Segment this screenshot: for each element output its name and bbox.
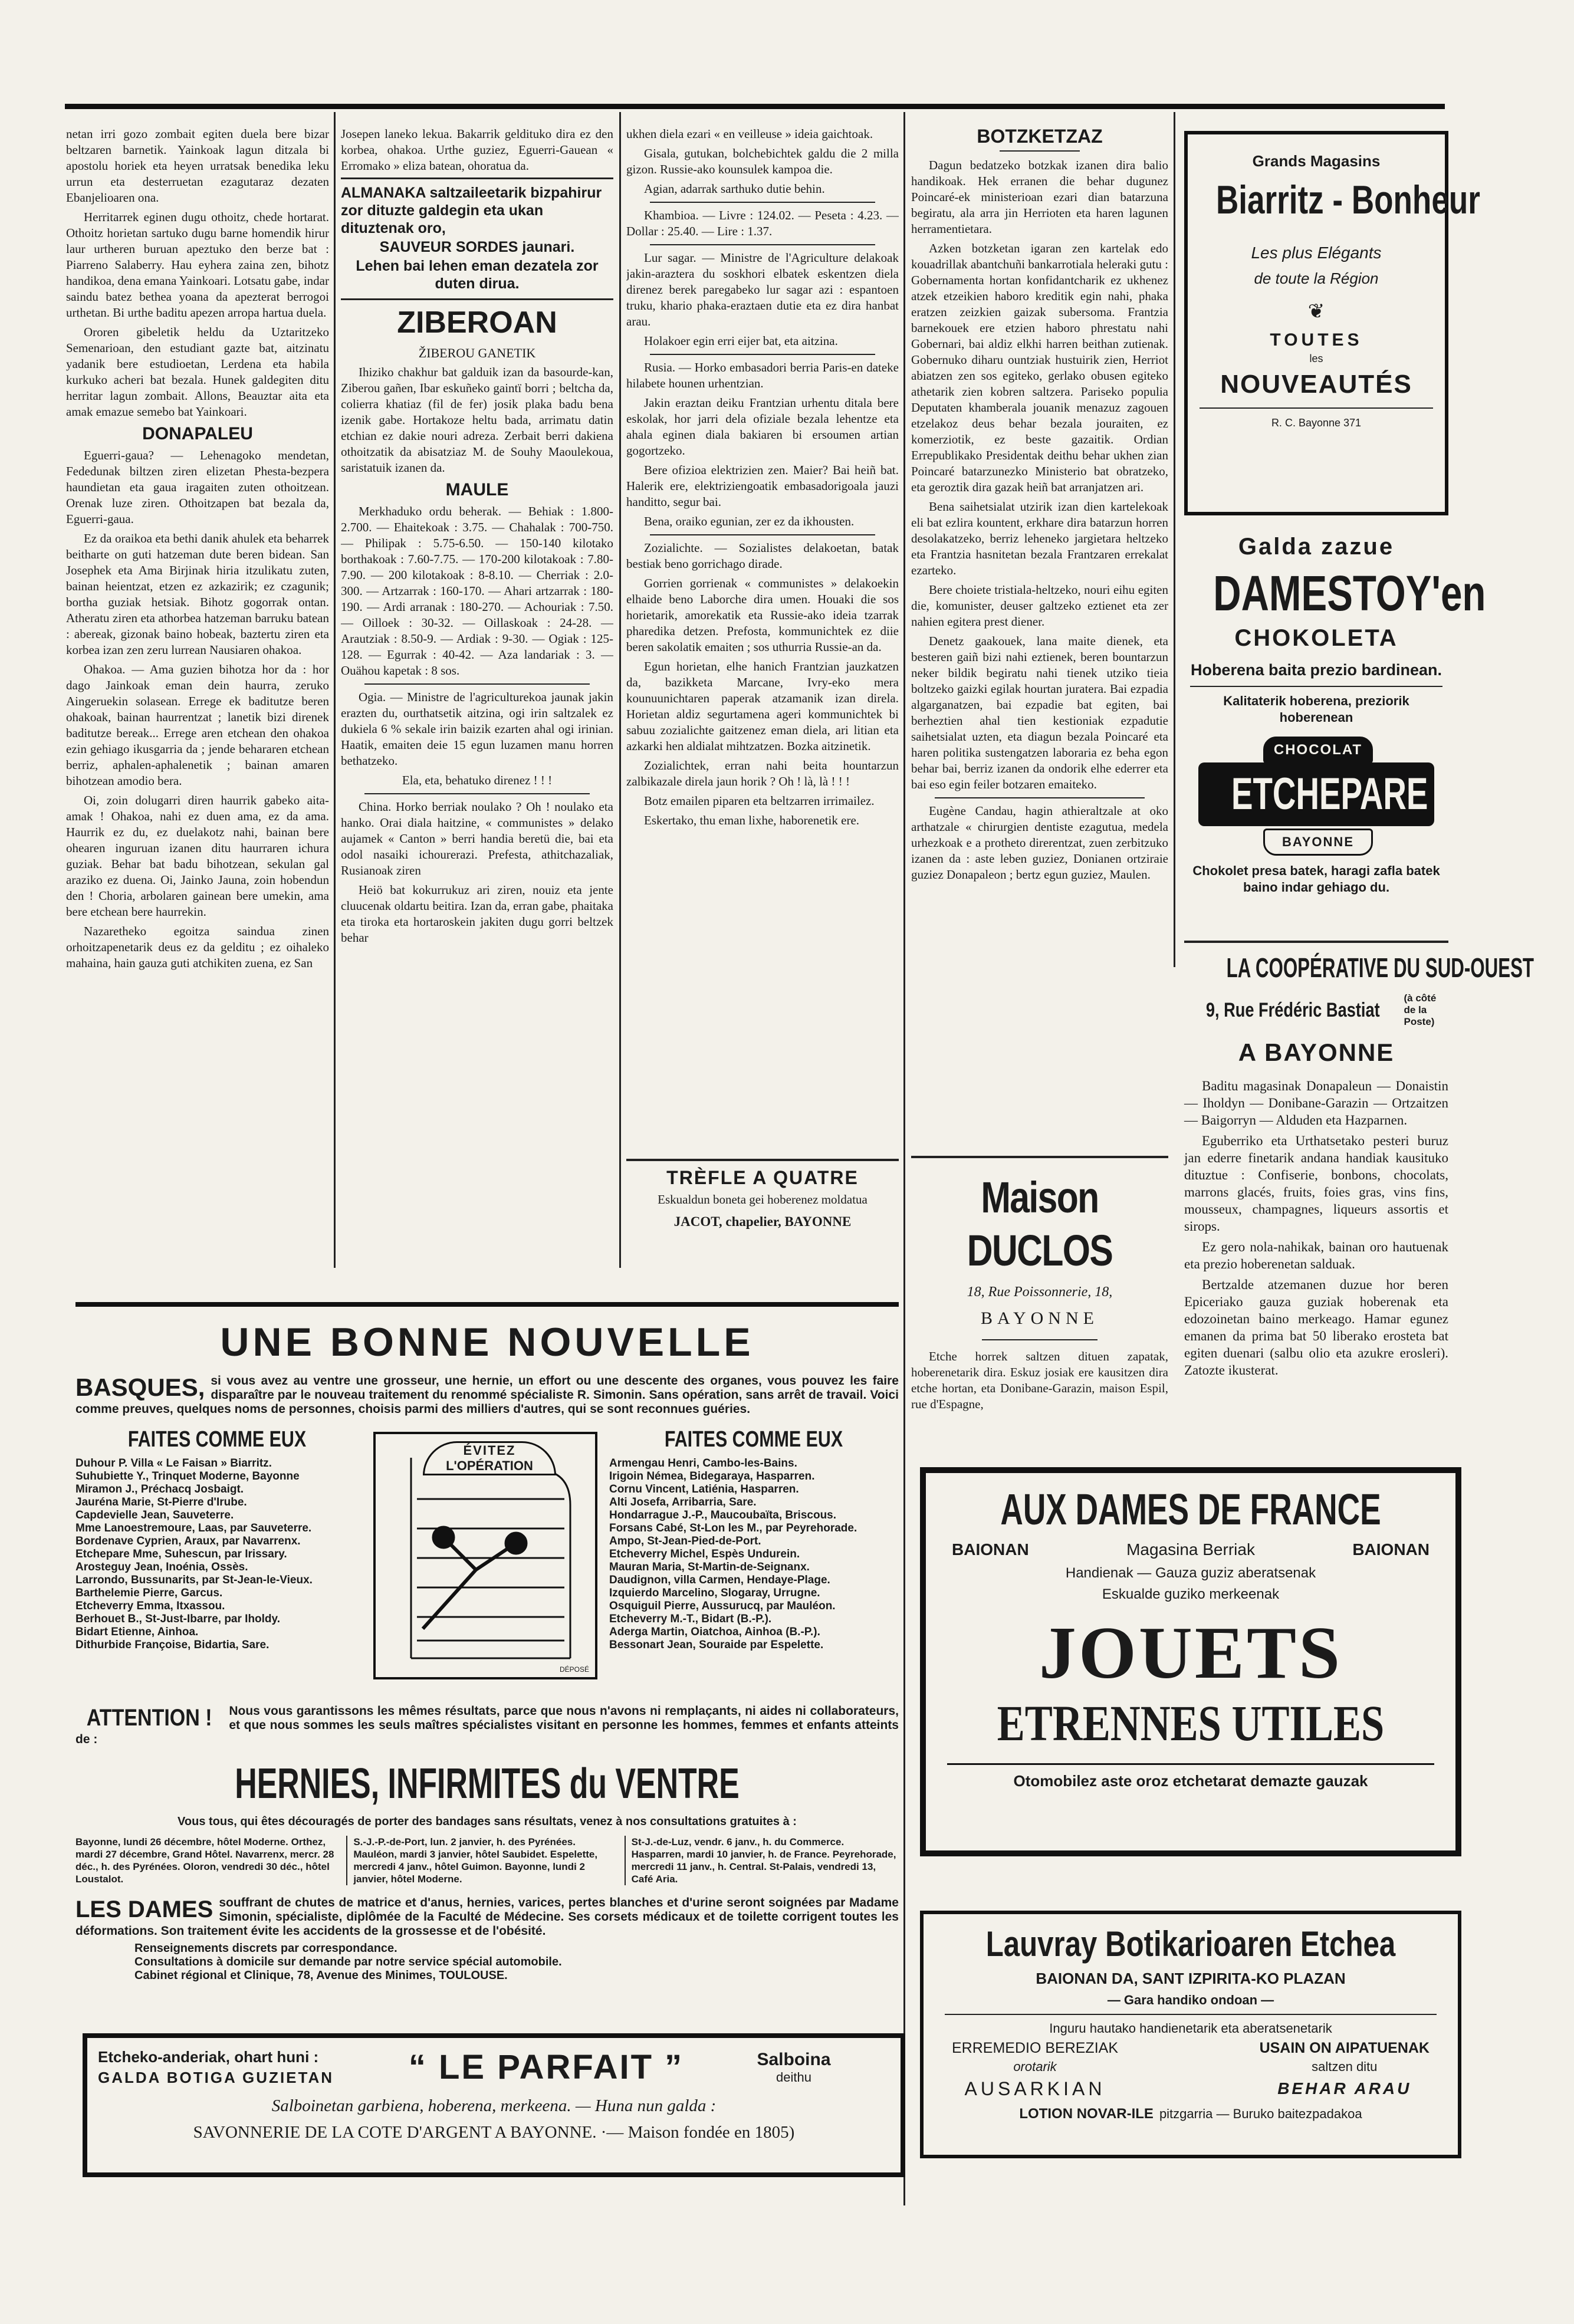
ad-text: — Gara handiko ondoan —: [1107, 1993, 1274, 2007]
divider: [1200, 407, 1433, 409]
divider: [947, 1763, 1434, 1765]
article-text: Bena, oraiko egunian, zer ez da ikhousten.: [644, 514, 855, 528]
ad-text: deithu: [776, 2069, 811, 2085]
article-text: Dagun bedatzeko botzkak izanen dira balio handikoak. Hek erranen die behar dugunez Poincaré-ek ministerioan ezari dian batarzuna begiratu, ala arra jin Herrioten eta haren lagunen herramentietara.: [911, 158, 1168, 236]
article-text: Bere ofizioa elektrizien zen. Maier? Bai heiñ bat. Halerik ere, elektriziengoatik embasadorigoala jauzi handitto, segur bai.: [626, 463, 899, 509]
ad-text: Hoberena baita prezio bardinean.: [1190, 661, 1442, 679]
divider: [364, 683, 590, 685]
column-1: [66, 126, 329, 1264]
ad-text: SAVONNERIE DE LA COTE D'ARGENT A BAYONNE. ·— Maison fondée en 1805): [193, 2123, 795, 2142]
almanaka-note: Lehen bai lehen eman dezatela zor duten dirua.: [356, 258, 599, 292]
divider: [341, 298, 613, 300]
brand-top: CHOCOLAT: [1273, 742, 1363, 758]
ad-text: LOTION NOVAR-ILE: [1019, 2106, 1154, 2122]
ad-text: Ez gero nola-nahikak, bainan oro hautuenak eta prezio hoberenetan salduak.: [1184, 1240, 1448, 1271]
ad-title: HERNIES, INFIRMITES du VENTRE: [235, 1760, 740, 1807]
ad-text: Baditu magasinak Donapaleun — Donaistin — Iholdyn — Donibane-Garazin — Ortzaitzen — Baigorryn — Alduden eta Hazparnen.: [1184, 1079, 1448, 1128]
list-item: Etcheverry Emma, Itxassou.: [75, 1600, 225, 1612]
ad-text: ÉVITEZ: [463, 1443, 516, 1458]
article-text: Ela, eta, behatuko direnez ! ! !: [402, 773, 553, 787]
ad-subtitle: FAITES COMME EUX: [127, 1427, 307, 1452]
divider: [650, 534, 875, 535]
divider: [1190, 686, 1442, 687]
article-text: Eugène Candau, hagin athieraltzale at oko arthatzale « chirurgien dentiste ezagutua, medela urhezkoak e a protheto direrentzat, zuen zerbitzuko izanen da : aste leben guziez, Donianen ortziraie guziez Donapaleon ; bertz egun guziez, Maulen.: [911, 804, 1168, 882]
ad-text: GALDA BOTIGA GUZIETAN: [98, 2068, 334, 2086]
article-text: Ogia. — Ministre de l'agriculturekoa jaunak jakin erazten du, ourthatsetik aitzina, ogi irin saltzalek ez dukiela 6 % sekale irin baizik ezarten ahal ogi irinian. Haatik, emaiten deie 15 egun luzamen manu horren bethatzeko.: [341, 690, 613, 768]
ad-text: BEHAR ARAU: [1277, 2079, 1412, 2098]
article-text: Ez da oraikoa eta bethi danik ahulek eta beharrek beitharte on guti hatzeman dute beren bidean. San Josephek eta Ama Birjinak hiria itzulikatu zuten, bainan heientzat, etzen ez azkazirik; ez czagunik; bortha guziak hetsiak. Bihotz gogorrak ontan. Atheratu ziren eta athorbea hatzeman barruku batean : abereak, gizonak baino hobeak, baztertu ziren eta korbea izan zen zeru lurrean Nausiaren ohakoa.: [66, 531, 329, 657]
article-text: China. Horko berriak noulako ? Oh ! noulako eta hanko. Orai diala haitzine, « communistes » delako aujamek « Canton » berri handia beretü die, bai eta odol nasaiki ichourerazi. Prefesta, athitchazaliak, Rusianoak ziren: [341, 800, 613, 877]
list-item: Forsans Cabé, St-Lon les M., par Peyrehorade.: [609, 1522, 857, 1534]
ad-text: AUSARKIAN: [964, 2078, 1106, 2099]
article-text: Lur sagar. — Ministre de l'Agriculture delakoak jakin-araztera du soskhori elbatek eskentzen diela direnez berek paregabeko lur sagar azi : espantoen truku, khario phaka-eraztaen dutie eta ez dira hanbat arau.: [626, 251, 899, 328]
article-text: ukhen diela ezari « en veilleuse » ideia gaichtoak.: [626, 127, 873, 141]
ad-text: DÉPOSÉ: [559, 1665, 589, 1674]
article-text: Azken botzketan igaran zen kartelak edo kouadrillak abantchuñi bankarrotiala heleraki gutu : Gobernamenta hortan konfidantcharik ez ukhenez atzek etzeikien haboro kreditik egin nahi, phaka eratzen zeizkien gaizak subersoma. Frantzia barnekouek ere etzien haboro phrestatu nahi Gobernari, bai aldiz elkhi harren beithan zutienak. Gobernuko diharu ountziak hustuirik zien, Herriot abiatzen zen sos egiteko, gerlako obusen egiteko athetarik zien kobren saltzera. Pariseko populia Deputaten khamberala jouanik menazuz zagouen etzelakoz deus behar bezala jouraiten, ez komerziotik, ez beste gazaitik. Ordian Errepublikako Presidentak deithu behar ukhen zian Poincaré batarzunezko Ministerio bat obratzeko, eta geroztik dira gazak heiñ bat arranjatzen ari.: [911, 241, 1168, 494]
article-text: Ororen gibeletik heldu da Uztaritzeko Semenarioan, den estudiant gazte bat, aitzinatu yadanik bere estudioetan, Lerdena eta habila kurkuko acheri bat bezala. Hunek galdegiten ditu herritar lagun zombait. Allons, Beauztar aita eta amak emazue semebo bat Yainkoari.: [66, 325, 329, 419]
ad-text: Renseignements discrets par correspondance.: [134, 1942, 397, 1955]
article-text: Gorrien gorrienak « communistes » delakoekin elhaide beno Laborche dira umen. Houaki die sos horietarik, amorekatik eta Russie-ako ideia tzarrak pharedika detzen. Prefosta, kommunichtek ez diie beren sakolatik emaiten ; sos uthurria Russie-an da.: [626, 576, 899, 654]
ad-text: Etche horrek saltzen dituen zapatak, hoberenetarik dira. Eskuz josiak ere kausitzen dira etche hortan, eta Donibane-Garazin, maison Espil, rue d'Espagne,: [911, 1349, 1168, 1411]
list-item: Jauréna Marie, St-Pierre d'Irube.: [75, 1496, 247, 1508]
column-4: [911, 126, 1168, 1164]
ad-lead-word: LES DAMES: [75, 1896, 213, 1922]
list-item: Alti Josefa, Arribarria, Sare.: [609, 1496, 757, 1508]
ad-text: Inguru hautako handienetarik eta aberatsenetarik: [1049, 2021, 1332, 2036]
damestoy-ad: [1184, 534, 1486, 923]
ad-text: CHOKOLETA: [1234, 625, 1398, 651]
article-text: Denetz gaakouek, lana maite dienek, eta besteren gaiñ bizi nahi eztienek, beren bountarzun neker bildik begiratu nahi tienek utziko tieia boltzeko gaizki egilak hourtan juratera. Bai ezpadia algarganatzen, bai ezpadie bat egiten, bai berheztien ahal tien kestioniak ezpadutie saihetsialat uzten, eta diagun bezala Poincaré eta haren politika sustengatzen laboraria ez beha egon behar bai, berriz izanen da ondorik elhe ederrer eta bai eso egin feiler botzaren emaiteko.: [911, 634, 1168, 791]
cooperative-ad: [1184, 941, 1534, 1474]
ad-lead-word: ATTENTION !: [86, 1705, 212, 1731]
subheading: ŽIBEROU GANETIK: [418, 346, 536, 360]
ad-text: si vous avez au ventre une grosseur, une hernie, un effort ou une descente des organes, vous pouvez les faire disparaître par le nouveau traitement du renommé spécialiste R. Simonin. Sans opération, sans arrêt de travail. Voici comme preuves, quelques noms de personnes, choisis parmi des milliers d'autres, qui se sont reconnues guéries.: [75, 1374, 899, 1416]
fleur-icon: ❦: [1307, 301, 1325, 323]
ad-text: Galda zazue: [1238, 534, 1395, 560]
consultation-list: St-J.-de-Luz, vendr. 6 janv., h. du Commerce. Hasparren, mardi 10 janvier, h. de France. Peyrehorade, mercredi 11 janv., h. Central. St-Palais, vendredi 13, Café Aria.: [631, 1836, 896, 1885]
column-divider: [903, 112, 905, 2205]
ad-subtitle: FAITES COMME EUX: [664, 1427, 843, 1452]
section-rule: [75, 1302, 899, 1307]
list-item: Aderga Martin, Oiatchoa, Ainhoa (B.-P.).: [609, 1626, 820, 1638]
ad-text: (à côté de la Poste): [1404, 992, 1437, 1027]
ad-title: Maison DUCLOS: [967, 1173, 1113, 1275]
evitez-illustration: [373, 1432, 597, 1679]
ad-title: Lauvray Botikarioaren Etchea: [985, 1924, 1396, 1964]
ad-text: Vous tous, qui êtes découragés de porter des bandages sans résultats, venez à nos consultations gratuites à :: [178, 1815, 797, 1828]
dames-de-france-ad: [920, 1467, 1461, 1856]
ad-text: pitzgarria — Buruko baitezpadakoa: [1159, 2106, 1362, 2121]
list-item: Larrondo, Bussunarits, par St-Jean-le-Vieux.: [75, 1574, 313, 1586]
brand-name: ETCHEPARE: [1231, 769, 1428, 819]
article-text: Zozialichte. — Sozialistes delakoetan, batak bestiak beno gorrichago dirade.: [626, 541, 899, 571]
divider: [935, 797, 1145, 798]
article-text: Bena saihetsialat utzirik izan dien kartelekoak eli bat ezlira kountent, erkhare dira batarzun horren desolakatzeko, berriz leheneko jargietara heltzeko eta Frantzia hasnitetan bezala Frantzaren errekalat ezarteko.: [911, 499, 1168, 577]
ad-title: NOUVEAUTÉS: [1220, 370, 1412, 399]
article-text: Heiö bat kokurrukuz ari ziren, nouiz eta jente cluucenak oldartu beitira. Izan da, erran gabe, phaitaka eta tiroka eta hortaroskein jakiten dugu gorri beltzek behar: [341, 883, 613, 945]
ad-text: USAIN ON AIPATUENAK: [1259, 2040, 1430, 2056]
ad-text: Eskualdun boneta gei hoberenez moldatua: [658, 1192, 867, 1207]
ad-text: TOUTES: [1270, 330, 1363, 350]
list-item: Berhouet B., St-Just-Ibarre, par Iholdy.: [75, 1613, 280, 1625]
divider: [1000, 150, 1080, 152]
ad-text: BAYONNE: [981, 1309, 1099, 1328]
column-2: [341, 126, 613, 1264]
column-3: [626, 126, 899, 1264]
section-heading: MAULE: [445, 480, 509, 499]
consultation-list: S.-J.-P.-de-Port, lun. 2 janvier, h. des Pyrénées. Mauléon, mardi 3 janvier, hôtel Saubidet. Espelette, mercredi 4 janv., hôtel Guimon. Bayonne, lundi 2 janvier, hôtel Moderne.: [353, 1836, 625, 1885]
lauvray-ad: [920, 1911, 1461, 2158]
list-item: Cornu Vincent, Latiénia, Hasparren.: [609, 1483, 799, 1495]
article-text: Josepen laneko lekua. Bakarrik geldituko dira ez den korbea, ohakoa. Urthe guziez, Eguerri-Gauean « Erromako » eliza batean, ohoratua da.: [341, 127, 613, 173]
ad-text: Handienak — Gauza guziz aberatsenak: [1065, 1565, 1316, 1581]
ad-title: “ LE PARFAIT ”: [408, 2048, 684, 2086]
ad-text: JACOT, chapelier, BAYONNE: [673, 1214, 852, 1229]
list-item: Hondarrague J.-P., Maucoubaïta, Briscous.: [609, 1509, 837, 1521]
brand-bottom: BAYONNE: [1282, 834, 1354, 849]
ad-text: Salboinetan garbiena, hoberena, merkeena. — Huna nun galda :: [271, 2096, 717, 2115]
article-text: Egun horietan, elhe hanich Frantzian jauzkatzen da, bazikketa Marcane, Ivry-eko mera kounuunichtaren paperak atzamanik izan direla. Horietan aldiz segurtamena ageri kommunichtek bi sabuu zozialichte gaitzenez eman diela, ari litian eta azkarki hen aldialat mihtzatzen. Bozka aitzinetik.: [626, 659, 899, 753]
list-item: Osquiguil Pierre, Aussurucq, par Mauléon.: [609, 1600, 836, 1612]
section-heading: BOTZKETZAZ: [977, 126, 1103, 147]
column-divider: [334, 112, 336, 1268]
divider: [945, 2014, 1437, 2015]
duclos-ad: [911, 1156, 1168, 1477]
list-item: Capdevielle Jean, Sauveterre.: [75, 1509, 234, 1521]
list-item: Armengau Henri, Cambo-les-Bains.: [609, 1457, 797, 1470]
article-text: Rusia. — Horko embasadori berria Paris-en dateke hilabete hounen urhentzian.: [626, 360, 899, 390]
ad-text: Bertzalde atzemanen duzue hor beren Epiceriako gauza guziak hoberenak eta edozoinetan baino merkeago. Hamar egunez emanen da prima bat 50 liberako erosteta bat egiten duenari (salbu olio eta azukre erosleri). Zatozte ikusterat.: [1184, 1277, 1448, 1378]
ad-text: Magasina Berriak: [1126, 1540, 1255, 1559]
ad-text: Eskualde guziko merkeenak: [1102, 1586, 1280, 1602]
ad-text: 9, Rue Frédéric Bastiat: [1205, 998, 1380, 1021]
article-text: Ohakoa. — Ama guzien bihotza hor da : hor dago Jainkoak eman dein haurra, zeruko Aingeruekin solasean. Errege ek baditutze beren ohakoak, bainan haurrentzat ; lanetik bizi direnek baditutze bereak... Errege aren etchean den ohakoa ezin gehiago ikusgarria da ; jende behararen etchean berriz, aphalen-aphalenetik ; bainan amaren bihotzean amodio bera.: [66, 662, 329, 788]
list-item: Arosteguy Jean, Inoénia, Ossès.: [75, 1561, 248, 1573]
article-text: netan irri gozo zombait egiten duela bere bizar beltzaren barnetik. Yainkoak lagun ditzala bi apostolu horiek eta heyen urratsak benedika leku urrun eta desterruetan ezagutaraz dezaten Ebanjelioaren ona.: [66, 127, 329, 205]
ad-title: ETRENNES UTILES: [997, 1695, 1385, 1751]
list-item: Suhubiette Y., Trinquet Moderne, Bayonne: [75, 1470, 300, 1483]
top-rule: [65, 104, 1445, 109]
list-item: Ampo, St-Jean-Pied-de-Port.: [609, 1535, 761, 1547]
section-heading: DONAPALEU: [142, 424, 253, 443]
list-item: Bessonart Jean, Souraide par Espelette.: [609, 1639, 824, 1651]
trefle-ad: [626, 1159, 899, 1267]
testimonial-list-left: [75, 1457, 359, 1652]
article-text: Gisala, gutukan, bolchebichtek galdu die 2 milla gizon. Russie-ako kounsulek kampoa die.: [626, 146, 899, 176]
ad-text: Kalitaterik hoberena, preziorik hoberenean: [1223, 693, 1409, 725]
article-text: Merkhaduko ordu beherak. — Behiak : 1.800-2.700. — Ehaitekoak : 3.75. — Chahalak : 700-750. — Philipak : 5.75-6.50. — 150-140 kilotako borthakoak : 7.60-7.75. — 170-200 kilotakoak : 7.80-7.90. — 200 kilotakoak : 8-8.10. — Cherriak : 2.0-300. — Artzarrak : 160-170. — Ahari artzarrak : 180-190. — Ardi arranak : 180-270. — Achouriak : 7.50. — Oilloek : 30-32. — Oillaskoak : 24-28. — Arautziak : 8.50-9. — Ardiak : 9-30. — Ogiak : 125-128. — Egurrak : 40-42. — Aza landariak : 3. — Ouähou kapetak : 8 sos.: [341, 504, 613, 678]
le-parfait-ad: [83, 2033, 905, 2177]
list-item: Etchepare Mme, Suhescun, par Irissary.: [75, 1548, 287, 1560]
list-item: Irigoin Némea, Bidegaraya, Hasparren.: [609, 1470, 815, 1483]
article-text: Bere choiete tristiala-heltzeko, nouri eihu egiten die, komunister, deuser galtzeko eztienet eta zer nahien egitera prest diener.: [911, 583, 1168, 629]
testimonial-list-right: [609, 1457, 898, 1652]
list-item: Bordenave Cyprien, Araux, par Navarrenx.: [75, 1535, 301, 1547]
article-text: Nazaretheko egoitza saindua zinen orhoitzapenetarik deus ez da gelditu ; ez oihaleko mahaina, hain gauza guti atchikiten zuena, ez San: [66, 924, 329, 970]
ad-text: les: [1309, 353, 1323, 364]
ad-text: orotarik: [1013, 2059, 1057, 2074]
divider: [650, 202, 875, 203]
divider: [364, 793, 590, 794]
ad-text: BAIONAN: [952, 1540, 1029, 1559]
ad-text: Nous vous garantissons les mêmes résultats, parce que nous n'avons ni remplaçants, ni aides ni collaborateurs, et que nous sommes les seuls maîtres spécialistes visitant en personne les hommes, femmes et enfants atteints de :: [75, 1704, 899, 1746]
ad-text: Les plus Elégants: [1251, 244, 1382, 262]
list-item: Etcheverry M.-T., Bidart (B.-P.).: [609, 1613, 772, 1625]
article-text: Holakoer egin erri eijer bat, eta aitzina.: [644, 334, 838, 348]
ad-text: 18, Rue Poissonnerie, 18,: [967, 1284, 1113, 1300]
ad-text: BAIONAN DA, SANT IZPIRITA-KO PLAZAN: [1036, 1970, 1346, 1987]
list-item: Etcheverry Michel, Espès Undurein.: [609, 1548, 800, 1560]
ad-text: Grands Magasins: [1252, 152, 1381, 170]
ad-text: Otomobilez aste oroz etchetarat demazte gauzak: [1013, 1772, 1368, 1790]
article-text: Ihiziko chakhur bat galduik izan da basourde-kan, Ziberou gañen, Ibar eskuñeko gaintï borri ; beltcha da, colierra khatiaz (fil de fer) josik plaka badu bena izenik gabe. Hortakoze heltu bada, arrimatu datin etchian ez dakie nouri adreza. Zerbait berri dakiena othoitzatik da abisatziaz M. de Souhy Maoulekoua, saristatuik izanen da.: [341, 365, 613, 475]
ad-text: R. C. Bayonne 371: [1271, 417, 1362, 429]
ad-text: Consultations à domicile sur demande par notre service spécial automobile.: [134, 1955, 562, 1968]
article-text: Oi, zoin dolugarri diren haurrik gabeko aita-amak ! Ohakoa, nahi ez duen ama, ez da ama. Haurrik ez du, ez duelakotz nahi, bainan bere ohearen inguruan izanen ditu haurraren ichura guziak. Behar bat badu bihotzean, sekulan gal araziko ez duena. Oi, Jainko Jauna, zoin hobendun den ! Choria, arbolaren gainean bere umekin, ama bere etchean bere haurrekin.: [66, 793, 329, 919]
ad-text: L'OPÉRATION: [446, 1458, 533, 1473]
divider: [341, 177, 613, 179]
ad-lead-word: BASQUES,: [75, 1373, 205, 1401]
list-item: Duhour P. Villa « Le Faisan » Biarritz.: [75, 1457, 272, 1470]
list-item: Mauran Maria, St-Martin-de-Seignanx.: [609, 1561, 810, 1573]
ad-text: Eguberriko eta Urthatsetako pesteri buruz jan ederre finetarik andana handiak kausituko dituztue : Confiserie, bonbons, chocolats, marrons glacés, fruits, foies gras, vins fins, mousseux, champagnes, liqueurs assortis et sirops.: [1184, 1133, 1448, 1234]
divider: [650, 354, 875, 355]
ad-text: Etcheko-anderiak, ohart huni :: [98, 2047, 319, 2066]
ad-text: saltzen ditu: [1312, 2059, 1378, 2074]
article-text: Zozialichtek, erran nahi beita hountarzun zalbikazale direla jaun horik ? Oh ! là, là ! ! !: [626, 758, 899, 788]
consultation-list: Bayonne, lundi 26 décembre, hôtel Moderne. Orthez, mardi 27 décembre, Grand Hôtel. Navarrenx, mercr. 28 déc., h. des Pyrénées. Oloron, vendredi 30 déc., hôtel Loustalot.: [75, 1836, 347, 1885]
article-text: Eskertako, thu eman lixhe, haborenetik ere.: [644, 813, 860, 827]
list-item: Miramon J., Préchacq Josbaigt.: [75, 1483, 244, 1495]
article-text: Botz emailen piparen eta beltzarren irrimailez.: [644, 794, 875, 808]
ad-title: AUX DAMES DE FRANCE: [1000, 1485, 1381, 1534]
ad-text: Cabinet régional et Clinique, 78, Avenue des Minimes, TOULOUSE.: [134, 1969, 508, 1982]
ad-text: Salboina: [757, 2049, 831, 2069]
list-item: Mme Lanoestremoure, Laas, par Sauveterre.: [75, 1522, 312, 1534]
etchepare-logo: [1198, 737, 1434, 854]
article-text: Khambioa. — Livre : 124.02. — Peseta : 4.23. — Dollar : 25.40. — Lire : 1.37.: [626, 208, 899, 238]
ad-text: ERREMEDIO BEREZIAK: [952, 2040, 1118, 2056]
ad-text: BAIONAN: [1352, 1540, 1430, 1559]
ad-title: UNE BONNE NOUVELLE: [220, 1320, 754, 1365]
biarritz-bonheur-ad: [1184, 131, 1480, 515]
article-text: Agian, adarrak sarthuko dutie behin.: [644, 182, 825, 196]
ad-title: DAMESTOY'en: [1213, 566, 1486, 621]
ad-title: A BAYONNE: [1238, 1038, 1395, 1066]
section-heading: ZIBEROAN: [397, 305, 557, 340]
list-item: Barthelemie Pierre, Garcus.: [75, 1587, 223, 1599]
column-divider: [1174, 112, 1175, 967]
article-text: Herritarrek eginen dugu othoitz, chede hortarat. Othoitz horietan sartuko dugu barne homendik hirur laur urtheren buruan apeztuko den berze bat : Piarreno Salaberry. Hau eyhera zaina zen, bihotz handikoa, dena emana Yainkoari. Lotsatu gabe, indar saindu batez bethea yoana da apezterat berrogoi urthetan. Bi urthe baditu apezen arropa hartua duela.: [66, 210, 329, 320]
list-item: Bidart Etienne, Ainhoa.: [75, 1626, 199, 1638]
ad-text: de toute la Région: [1254, 269, 1379, 287]
divider: [982, 1339, 1097, 1340]
article-text: Jakin eraztan deiku Frantzian urhentu ditala bere eskolak, hor jarri dela ofiziale bezala lehentze eta ahala eginen diala bakiaren bi ersoumen artian gogortzeko.: [626, 396, 899, 458]
ad-title: Biarritz - Bonheur: [1215, 177, 1480, 222]
divider: [650, 244, 875, 245]
ad-title: LA COOPÉRATIVE DU SUD-OUEST: [1226, 952, 1534, 983]
simonin-ad: [75, 1313, 899, 1991]
list-item: Dithurbide Françoise, Bidartia, Sare.: [75, 1639, 270, 1651]
list-item: Daudignon, villa Carmen, Hendaye-Plage.: [609, 1574, 830, 1586]
ad-title: JOUETS: [1039, 1612, 1343, 1694]
article-text: Eguerri-gaua? — Lehenagoko mendetan, Fededunak biltzen ziren elizetan Phesta-bezpera haundietan eta gaua iragaiten zuten othoitzean. Orenak luze ziren. Othoitzapen bat bezala da, Eguerri-gaua.: [66, 448, 329, 526]
list-item: Izquierdo Marcelino, Slogaray, Urrugne.: [609, 1587, 820, 1599]
ad-text: Chokolet presa batek, haragi zafla batek baino indar gehiago du.: [1192, 863, 1440, 895]
column-divider: [619, 112, 621, 1268]
almanaka-name: SAUVEUR SORDES jaunari.: [379, 239, 575, 255]
almanaka-title: ALMANAKA saltzaileetarik bizpahirur zor dituzte galdegin eta ukan dituztenak oro,: [341, 185, 602, 236]
ad-text: souffrant de chutes de matrice et d'anus, hernies, varices, pertes blanches et d'urine seront soignées par Madame Simonin, spécialiste, diplômée de la Faculté de Médecine. Ses corsets médicaux et de toilette corrigent toutes les déformations. Son traitement évite les accidents de la grossesse et de l'obésité.: [75, 1896, 899, 1938]
ad-title: TRÈFLE A QUATRE: [666, 1167, 859, 1188]
